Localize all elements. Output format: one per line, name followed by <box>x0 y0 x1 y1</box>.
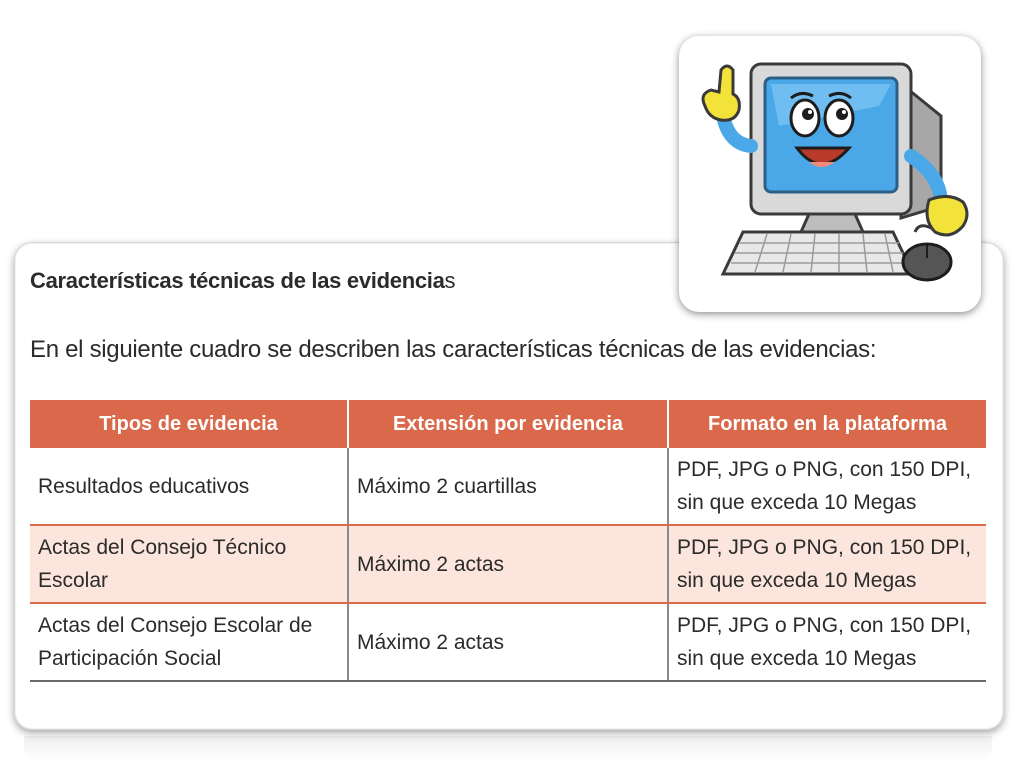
cartoon-computer-icon <box>679 36 981 312</box>
table-header-row <box>30 400 986 448</box>
header-extension: Extensión por evidencia <box>348 400 668 448</box>
cell-type: Resultados educativos <box>30 448 348 525</box>
slide-reflection <box>24 736 992 764</box>
heading-main-text: Características técnicas de las evidencia <box>30 268 445 293</box>
cell-format: PDF, JPG o PNG, con 150 DPI, sin que exceda 10 Megas <box>668 448 986 525</box>
heading-tail-text: s <box>444 268 456 293</box>
cell-type: Actas del Consejo Escolar de Participación Social <box>30 603 348 681</box>
intro-text: En el siguiente cuadro se describen las características técnicas de las evidencias: <box>30 336 877 363</box>
table-row <box>30 603 986 681</box>
cell-format: PDF, JPG o PNG, con 150 DPI, sin que exceda 10 Megas <box>668 603 986 681</box>
cell-type: Actas del Consejo Técnico Escolar <box>30 525 348 603</box>
header-type: Tipos de evidencia <box>30 400 348 448</box>
cell-format: PDF, JPG o PNG, con 150 DPI, sin que exceda 10 Megas <box>668 525 986 603</box>
evidence-table <box>30 400 986 682</box>
header-format: Formato en la plataforma <box>668 400 986 448</box>
table-row <box>30 525 986 603</box>
computer-illustration <box>679 36 981 312</box>
cell-extension: Máximo 2 cuartillas <box>348 448 668 525</box>
section-heading <box>30 268 455 294</box>
cell-extension: Máximo 2 actas <box>348 603 668 681</box>
table-row <box>30 448 986 525</box>
cell-extension: Máximo 2 actas <box>348 525 668 603</box>
